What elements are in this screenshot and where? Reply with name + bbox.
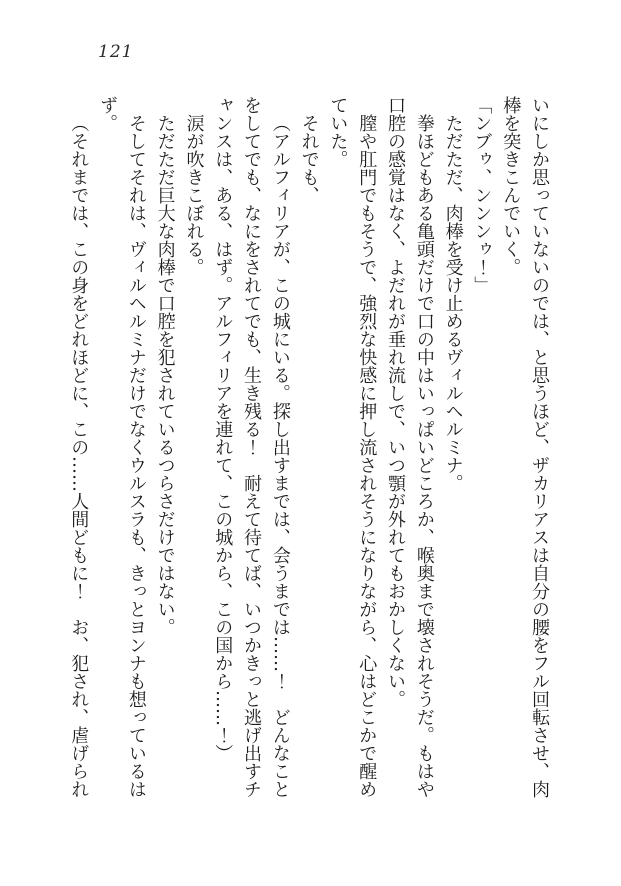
paragraph: 膣や肛門でもそうで、強烈な快感に押し流されそうになりながら、心はどこかで醒めていた。 — [327, 96, 378, 798]
body-text — [63, 96, 553, 798]
paragraph: そしてそれは、ヴィルヘルミナだけでなくウルスラも、きっとヨンナも想っているはず。 — [97, 96, 147, 798]
paragraph-dialogue: 「ンブゥ、ンンンゥ！」 — [471, 96, 493, 294]
paragraph-inner-monologue: （それまでは、この身をどれほどに、この……人間どもに！ お、犯され、虐げられ — [68, 114, 90, 798]
paragraph: それでも、 — [298, 114, 320, 204]
paragraph: ただただ、肉棒を受け止めるヴィルヘルミナ。 — [442, 114, 464, 492]
paragraph: 拳ほどもある亀頭だけで口の中はいっぱいどころか、喉奥まで壊されそうだ。もはや口腔の感覚はなく、よだれが垂れ流しで、いつ顎が外れてもおかしくない。 — [385, 96, 435, 798]
paragraph: ただただ巨大な肉棒で口腔を犯されているつらさだけではない。 — [154, 114, 176, 636]
paragraph: 涙が吹きこぼれる。 — [183, 114, 205, 276]
page-number: 121 — [98, 42, 134, 62]
paragraph-inner-monologue: （アルフィリアが、この城にいる。探し出すまでは、会うまでは……！ どんなことをしてでも、なにをされてでも、生き残る！ 耐えて待てば、いつかきっと逃げ出すチャンスは、ある、はず。アルフィリアを連れて、この城から、この国から……！） — [212, 96, 291, 798]
paragraph: いにしか思っていないのでは、と思うほど、ザカリアスは自分の腰をフル回転させ、肉棒を突きこんでいく。 — [500, 96, 550, 798]
